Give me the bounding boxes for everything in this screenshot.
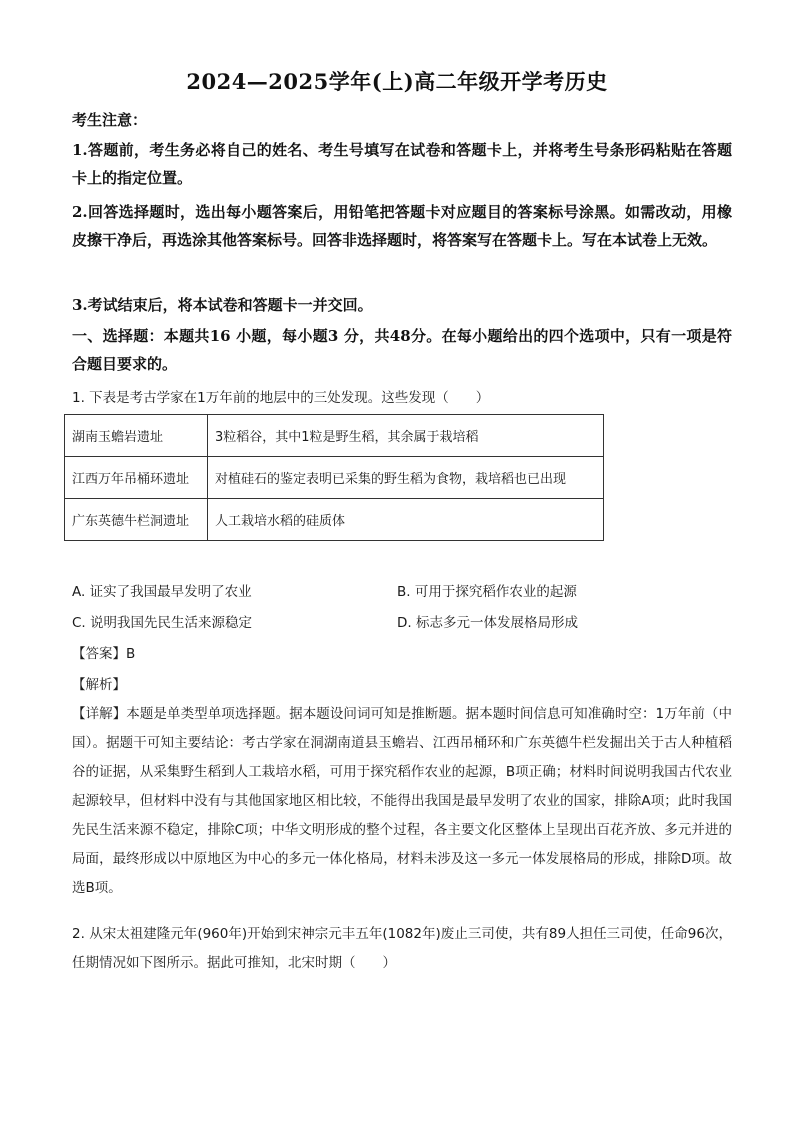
analysis-label: 【解析】 [72, 677, 126, 693]
notice-item-2: 2.回答选择题时，选出每小题答案后，用铅笔把答题卡对应题目的答案标号涂黑。如需改动，用橡皮擦干净后，再选涂其他答案标号。回答非选择题时，将答案写在答题卡上。写在本试卷上无效。 [72, 203, 732, 249]
table-row [65, 457, 604, 499]
table-row [65, 499, 604, 541]
option-a: A. 证实了我国最早发明了农业 [72, 584, 252, 600]
detailed-explanation: 【详解】本题是单类型单项选择题。据本题设问词可知是推断题。据本题时间信息可知准确时空：1万年前（中国）。据题干可知主要结论：考古学家在洞湖南道县玉蟾岩、江西吊桶环和广东英德牛栏发掘出关于古人种植稻谷的证据，从采集野生稻到人工栽培水稻，可用于探究稻作农业的起源，B项正确；材料时间说明我国古代农业起源较早，但材料中没有与其他国家地区相比较，不能得出我国是最早发明了农业的国家，排除A项；此时我国先民生活来源不稳定，排除C项；中华文明形成的整个过程，各主要文化区整体上呈现出百花齐放、多元并进的局面，最终形成以中原地区为中心的多元一体化格局，材料未涉及这一多元一体发展格局的形成，排除D项。故选B项。 [72, 706, 732, 896]
section-heading: 一、选择题：本题共16 小题，每小题3 分，共48分。在每小题给出的四个选项中，只有一项是符合题目要求的。 [72, 327, 732, 373]
findings-table [64, 414, 604, 541]
table-cell: 江西万年吊桶环遗址 [65, 457, 208, 499]
question-2-stem: 2. 从宋太祖建隆元年(960年)开始到宋神宗元丰五年(1082年)废止三司使，共有89人担任三司使，任命96次，任期情况如下图所示。据此可推知，北宋时期（ ） [72, 926, 732, 971]
option-d: D. 标志多元一体发展格局形成 [397, 615, 578, 631]
option-b: B. 可用于探究稻作农业的起源 [397, 584, 577, 600]
notice-heading: 考生注意： [72, 111, 148, 129]
answer-label: 【答案】B [72, 646, 136, 662]
table-cell: 3粒稻谷，其中1粒是野生稻，其余属于栽培稻 [208, 415, 604, 457]
notice-item-3: 3.考试结束后，将本试卷和答题卡一并交回。 [72, 296, 373, 314]
option-c: C. 说明我国先民生活来源稳定 [72, 615, 253, 631]
question-1-stem: 1. 下表是考古学家在1万年前的地层中的三处发现。这些发现（ ） [72, 390, 490, 406]
table-cell: 湖南玉蟾岩遗址 [65, 415, 208, 457]
page-title: 2024—2025学年(上)高二年级开学考历史 [186, 69, 608, 94]
table-cell: 人工栽培水稻的硅质体 [208, 499, 604, 541]
table-row [65, 415, 604, 457]
table-cell: 对植硅石的鉴定表明已采集的野生稻为食物，栽培稻也已出现 [208, 457, 604, 499]
notice-item-1: 1.答题前，考生务必将自己的姓名、考生号填写在试卷和答题卡上，并将考生号条形码粘贴在答题卡上的指定位置。 [72, 141, 732, 187]
table-cell: 广东英德牛栏洞遗址 [65, 499, 208, 541]
